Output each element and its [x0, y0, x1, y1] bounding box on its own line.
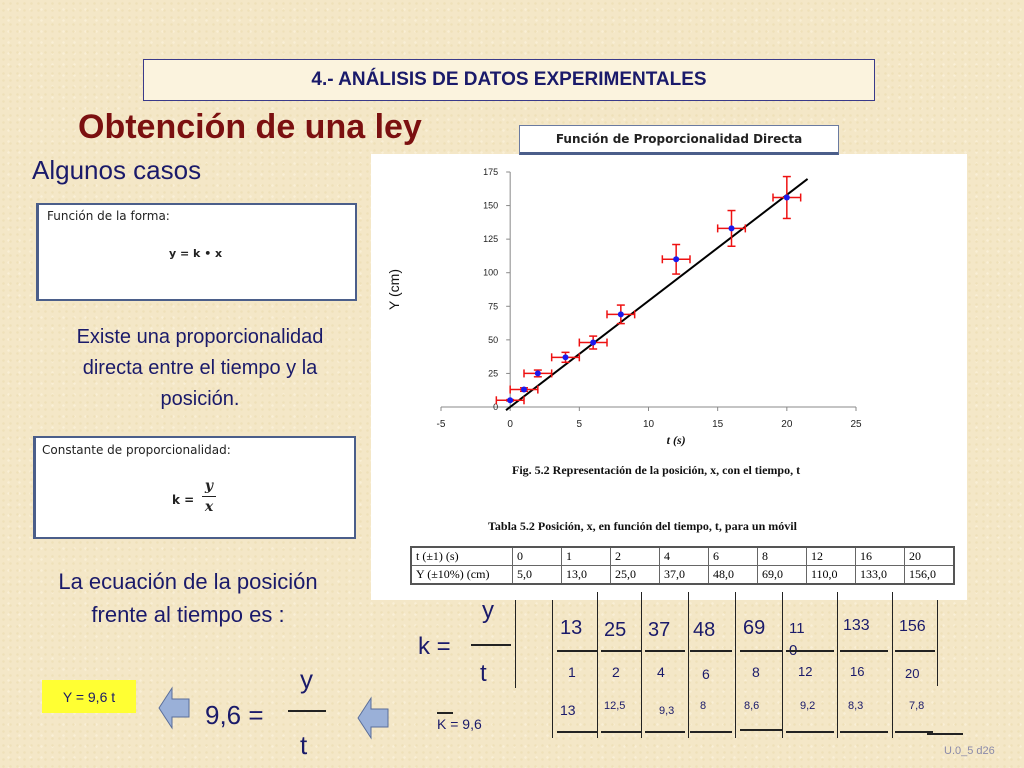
data-point	[618, 311, 624, 317]
equation-text	[18, 565, 358, 631]
k-num-cell: 11	[789, 620, 805, 637]
x-tick-label: -5	[436, 419, 446, 430]
data-point	[507, 397, 513, 403]
k-den-cell: 16	[850, 664, 865, 679]
table-cell: 2	[611, 547, 660, 566]
k-num-cell: 48	[693, 619, 716, 641]
k-num-cell: 133	[843, 617, 870, 634]
section-header	[143, 59, 875, 101]
table-cell: 4	[660, 547, 709, 566]
k-denominator: t	[480, 660, 487, 687]
k-den-cell: 1	[568, 664, 576, 680]
constant-fraction	[202, 478, 216, 515]
k-ratio-line	[557, 731, 597, 733]
column-divider	[782, 592, 783, 738]
x-tick-label: 0	[507, 419, 513, 430]
data-point	[729, 225, 735, 231]
x-tick-label: 15	[712, 419, 724, 430]
y-tick-label: 50	[488, 334, 499, 345]
k-cell-line	[740, 650, 782, 652]
table-cell: 69,0	[758, 566, 807, 585]
function-form-equation: y = k • x	[169, 247, 223, 260]
x-tick-label: 10	[642, 419, 655, 430]
table-row	[411, 566, 954, 585]
table-cell: 13,0	[562, 566, 611, 585]
k-ratio-line	[601, 731, 641, 733]
k-den-cell: 4	[657, 664, 665, 680]
k-den-cell: 8	[752, 664, 760, 680]
column-divider	[937, 600, 938, 686]
y-tick-label: 0	[493, 402, 499, 412]
k-ratio-cell: 8,6	[744, 700, 760, 712]
column-divider	[597, 592, 598, 738]
data-point	[521, 387, 527, 393]
constant-k-label: k =	[172, 493, 195, 507]
k-ratio-cell: 7,8	[909, 700, 925, 712]
y-axis-label: Y (cm)	[386, 269, 402, 310]
proportionality-text	[40, 322, 360, 415]
column-divider	[552, 600, 553, 738]
y-tick-label: 125	[483, 234, 499, 245]
table-cell: 37,0	[660, 566, 709, 585]
x-axis-label: t (s)	[666, 433, 686, 447]
function-form-caption: Función de la forma:	[47, 209, 170, 223]
column-divider	[688, 592, 689, 738]
y-tick-label: 75	[488, 301, 499, 312]
table-cell: 12	[807, 547, 856, 566]
k-num-cell: 69	[743, 617, 766, 639]
eq96-numerator: y	[300, 664, 313, 694]
arrow-left-icon	[356, 696, 390, 740]
table-cell: 20	[905, 547, 955, 566]
data-table	[410, 546, 955, 585]
table-cell: 8	[758, 547, 807, 566]
k-cell-line	[895, 650, 935, 652]
k-ratio-line	[690, 731, 732, 733]
table-cell: 48,0	[709, 566, 758, 585]
chart-title: Función de Proporcionalidad Directa	[519, 125, 839, 155]
arrow-left-icon	[157, 686, 191, 730]
data-point	[784, 195, 790, 201]
k-ratio-line	[927, 733, 963, 735]
data-point	[673, 256, 679, 262]
k-label: k =	[418, 633, 451, 660]
k-ratio-cell: 12,5	[604, 700, 626, 712]
k-ratio-cell: 8	[700, 700, 707, 712]
k-num-cell: 156	[899, 618, 926, 635]
table-cell: 5,0	[513, 566, 562, 585]
data-point	[590, 340, 596, 346]
k-cell-line	[840, 650, 888, 652]
table-cell: 0	[513, 547, 562, 566]
function-form-box	[36, 203, 357, 301]
y-tick-label: 100	[483, 267, 499, 278]
table-cell: 133,0	[856, 566, 905, 585]
constant-denominator: x	[204, 499, 214, 515]
k-den-cell: 12	[798, 664, 813, 679]
table-cell: 156,0	[905, 566, 955, 585]
x-tick-label: 5	[576, 419, 583, 430]
constant-numerator: y	[204, 478, 214, 494]
data-point	[535, 370, 541, 376]
k-cell-line	[786, 650, 834, 652]
constant-caption: Constante de proporcionalidad:	[42, 443, 231, 457]
column-divider	[892, 592, 893, 738]
scatter-chart	[371, 154, 967, 454]
figure-caption: Fig. 5.2 Representación de la posición, x, con el tiempo, t	[512, 463, 801, 477]
k-ratio-line	[840, 731, 888, 733]
k-ratio-line	[645, 731, 685, 733]
column-divider	[641, 592, 642, 738]
data-point	[563, 354, 569, 360]
k-mean-value: K = 9,6	[437, 716, 482, 732]
column-divider	[837, 592, 838, 738]
x-tick-label: 25	[850, 419, 862, 430]
k-ratio-line	[740, 729, 782, 731]
y-tick-label: 175	[483, 167, 499, 177]
x-tick-label: 20	[781, 419, 793, 430]
k-ratio-line	[786, 731, 834, 733]
column-divider	[735, 592, 736, 738]
k-cell-line	[690, 650, 732, 652]
k-cell-line	[645, 650, 685, 652]
k-den-cell: 20	[905, 666, 920, 681]
table-cell: 16	[856, 547, 905, 566]
row-label-position: Y (±10%) (cm)	[411, 566, 513, 585]
k-value-equation: 9,6 =	[205, 700, 264, 730]
section-header-text: 4.- ANÁLISIS DE DATOS EXPERIMENTALES	[311, 69, 707, 90]
k-den-cell: 2	[612, 664, 620, 680]
k-ratio-cell: 8,3	[848, 700, 864, 712]
k-fraction-line	[471, 644, 511, 646]
eq96-denominator: t	[300, 730, 308, 760]
eq96-fraction-line	[288, 710, 326, 712]
proportionality-text-line3: posición.	[160, 388, 240, 410]
row-label-time: t (±1) (s)	[411, 547, 513, 566]
constant-fraction-line	[202, 496, 216, 497]
table-row	[411, 547, 954, 566]
slide-footer: U.0_5 d26	[944, 745, 995, 757]
k-cell-line	[557, 650, 597, 652]
table-caption: Tabla 5.2 Posición, x, en función del tiempo, t, para un móvil	[488, 519, 797, 533]
table-cell: 6	[709, 547, 758, 566]
slide-title: Obtención de una ley	[78, 108, 422, 146]
k-numerator: y	[482, 597, 494, 624]
table-cell: 1	[562, 547, 611, 566]
equation-text-line1: La ecuación de la posición	[58, 569, 318, 594]
column-divider	[515, 600, 516, 688]
y-tick-label: 150	[483, 200, 499, 211]
proportionality-text-line1: Existe una proporcionalidad	[76, 326, 324, 348]
table-cell: 110,0	[807, 566, 856, 585]
k-num-cell: 25	[604, 619, 627, 641]
proportionality-text-line2: directa entre el tiempo y la	[82, 357, 318, 379]
equation-text-line2: frente al tiempo es :	[91, 602, 285, 627]
k-num-cell: 13	[560, 617, 583, 639]
table-cell: 25,0	[611, 566, 660, 585]
y-tick-label: 25	[488, 368, 499, 379]
constant-box	[33, 436, 356, 539]
k-mean-bar	[437, 712, 453, 714]
k-cell-line	[601, 650, 641, 652]
k-ratio-cell: 9,2	[800, 700, 816, 712]
k-den-cell: 6	[702, 666, 710, 682]
slide-subtitle: Algunos casos	[32, 155, 202, 185]
final-equation-box: Y = 9,6 t	[42, 680, 136, 713]
k-ratio-cell: 9,3	[659, 705, 675, 717]
k-num-cell: 37	[648, 619, 671, 641]
k-ratio-cell: 13	[560, 702, 576, 718]
